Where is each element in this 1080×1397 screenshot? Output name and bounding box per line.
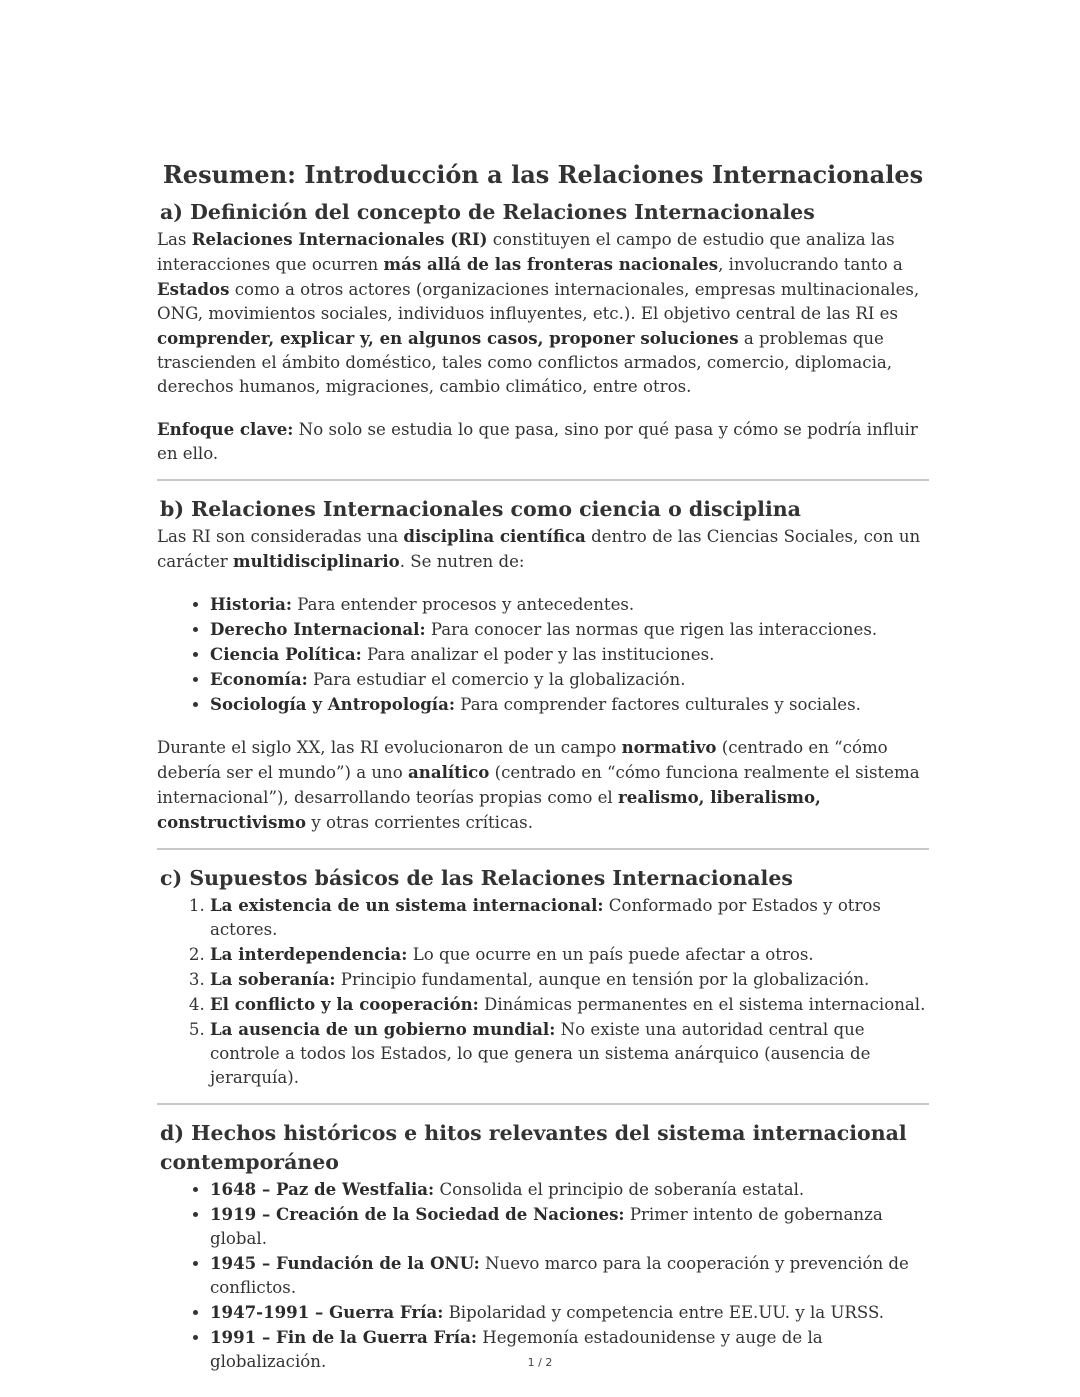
text-segment: , involucrando tanto a: [718, 255, 903, 274]
bold-text: Enfoque clave:: [157, 419, 294, 439]
paragraph: [157, 735, 929, 835]
text-segment: Nuevo marco para la cooperación y prevención de conflictos.: [210, 1254, 909, 1297]
document-title: Resumen: Introducción a las Relaciones Internacionales: [162, 160, 924, 189]
text-segment: Conformado por Estados y otros actores.: [210, 896, 881, 939]
section-heading: b) Relaciones Internacionales como ciencia o disciplina: [160, 497, 801, 521]
bold-text: 1947-1991 – Guerra Fría:: [210, 1302, 444, 1322]
text-segment: Durante el siglo XX, las RI evolucionaron de un campo: [157, 738, 622, 757]
text-segment: . Se nutren de:: [399, 552, 525, 571]
text-segment: Las RI son consideradas una: [157, 527, 404, 546]
section-d: [157, 1119, 929, 1374]
paragraph: [157, 524, 929, 574]
bold-text: multidisciplinario: [233, 551, 400, 571]
text-segment: Para comprender factores culturales y sociales.: [455, 695, 861, 714]
bold-text: La ausencia de un gobierno mundial:: [210, 1019, 556, 1039]
bold-text: comprender, explicar y, en algunos casos, proponer soluciones: [157, 328, 739, 348]
document-page: [157, 158, 929, 1392]
list-item: [210, 592, 929, 617]
list-item: [210, 992, 929, 1017]
text-segment: Principio fundamental, aunque en tensión por la globalización.: [335, 970, 870, 989]
list-item: [210, 617, 929, 642]
text-segment: y otras corrientes críticas.: [306, 813, 533, 832]
bold-text: Historia:: [210, 594, 292, 614]
text-segment: (centrado en “cómo debería ser el mundo”) a uno: [157, 738, 888, 782]
text-segment: Dinámicas permanentes en el sistema internacional.: [478, 995, 926, 1014]
bold-text: Derecho Internacional:: [210, 619, 426, 639]
bold-text: La soberanía:: [210, 969, 336, 989]
list-item: [210, 942, 929, 967]
bold-text: La existencia de un sistema internacional:: [210, 895, 604, 915]
bold-text: normativo: [621, 737, 717, 757]
paragraph: [157, 227, 929, 399]
bold-text: Estados: [157, 279, 230, 299]
text-segment: Las: [157, 230, 192, 249]
bold-text: Ciencia Política:: [210, 644, 362, 664]
text-segment: Lo que ocurre en un país puede afectar a otros.: [407, 945, 814, 964]
list-item: [210, 967, 929, 992]
bullet-list: [157, 592, 929, 717]
divider: [157, 848, 929, 850]
list-item: [210, 1300, 929, 1325]
list-item: [210, 893, 929, 942]
bold-text: Sociología y Antropología:: [210, 694, 455, 714]
list-item: [210, 1017, 929, 1090]
list-item: [210, 1202, 929, 1251]
text-segment: Consolida el principio de soberanía estatal.: [434, 1180, 805, 1199]
numbered-list: [157, 893, 929, 1090]
bold-text: analítico: [408, 762, 490, 782]
paragraph: [157, 417, 929, 466]
text-segment: constituyen el campo de estudio que analiza las interacciones que ocurren: [157, 230, 895, 274]
bold-text: más allá de las fronteras nacionales: [383, 254, 719, 274]
list-item: [210, 1177, 929, 1202]
text-segment: No solo se estudia lo que pasa, sino por qué pasa y cómo se podría influir en ello.: [157, 420, 918, 463]
section-heading: c) Supuestos básicos de las Relaciones Internacionales: [160, 866, 793, 890]
text-segment: No existe una autoridad central que controle a todos los Estados, lo que genera un sistema anárquico (ausencia de jerarquía).: [210, 1020, 871, 1087]
bold-text: 1648 – Paz de Westfalia:: [210, 1179, 435, 1199]
bold-text: 1945 – Fundación de la ONU:: [210, 1253, 480, 1273]
text-segment: dentro de las Ciencias Sociales, con un carácter: [157, 527, 921, 571]
text-segment: (centrado en “cómo funciona realmente el sistema internacional”), desarrollando teorías propias como el: [157, 763, 920, 807]
text-segment: Hegemonía estadounidense y auge de la globalización.: [210, 1328, 823, 1371]
list-item: [210, 667, 929, 692]
text-segment: a problemas que trascienden el ámbito doméstico, tales como conflictos armados, comercio, diplomacia, derechos humanos, migraciones, cambio climático, entre otros.: [157, 329, 893, 396]
bold-text: El conflicto y la cooperación:: [210, 994, 479, 1014]
text-segment: Para conocer las normas que rigen las interacciones.: [425, 620, 878, 639]
bold-text: realismo, liberalismo, constructivismo: [157, 787, 821, 832]
list-item: [210, 692, 929, 717]
section-b: [157, 495, 929, 835]
text-segment: Para analizar el poder y las instituciones.: [361, 645, 715, 664]
bold-text: Relaciones Internacionales (RI): [191, 229, 488, 249]
section-heading: a) Definición del concepto de Relaciones Internacionales: [160, 200, 815, 224]
divider: [157, 479, 929, 481]
bold-text: disciplina científica: [403, 526, 586, 546]
bold-text: La interdependencia:: [210, 944, 408, 964]
section-c: [157, 864, 929, 1090]
bold-text: 1991 – Fin de la Guerra Fría:: [210, 1327, 477, 1347]
list-item: [210, 1251, 929, 1300]
bold-text: Economía:: [210, 669, 308, 689]
section-a: [157, 198, 929, 466]
text-segment: Primer intento de gobernanza global.: [210, 1205, 883, 1248]
text-segment: Para entender procesos y antecedentes.: [291, 595, 635, 614]
text-segment: Para estudiar el comercio y la globalización.: [307, 670, 686, 689]
page-number: 1 / 2: [527, 1356, 553, 1369]
text-segment: Bipolaridad y competencia entre EE.UU. y la URSS.: [443, 1303, 885, 1322]
bold-text: 1919 – Creación de la Sociedad de Naciones:: [210, 1204, 625, 1224]
divider: [157, 1103, 929, 1105]
section-heading: d) Hechos históricos e hitos relevantes del sistema internacional contemporáneo: [160, 1121, 907, 1174]
text-segment: como a otros actores (organizaciones internacionales, empresas multinacionales, ONG, movimientos sociales, individuos influyentes, etc.). El objetivo central de las RI es: [157, 280, 920, 323]
list-item: [210, 642, 929, 667]
bullet-list: [157, 1177, 929, 1374]
